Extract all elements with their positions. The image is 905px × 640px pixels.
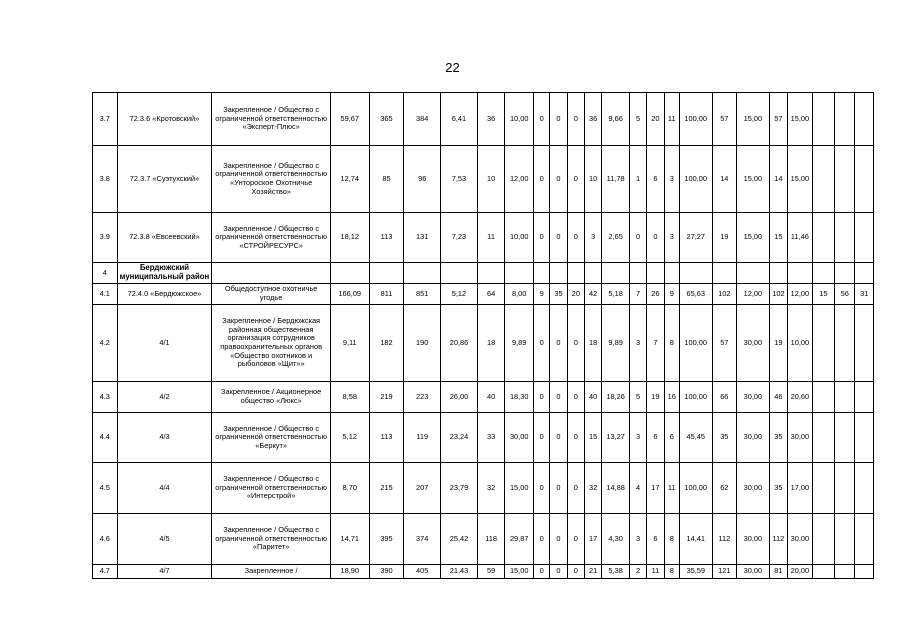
table-cell: 851 (404, 284, 441, 305)
table-cell: 6,41 (441, 93, 478, 146)
table-cell: 0 (533, 565, 549, 579)
table-cell (835, 146, 855, 213)
table-cell: 9 (533, 284, 549, 305)
table-cell: 8,58 (330, 382, 369, 413)
table-cell (855, 565, 874, 579)
table-cell (602, 263, 630, 284)
table-cell: 223 (404, 382, 441, 413)
table-cell: 23,24 (441, 413, 478, 463)
table-cell: 57 (712, 93, 737, 146)
table-cell (835, 93, 855, 146)
table-cell: 365 (369, 93, 404, 146)
table-cell: 0 (629, 213, 646, 263)
table-cell: 0 (550, 413, 567, 463)
table-cell: 35 (769, 413, 787, 463)
table-cell: 4.5 (93, 463, 118, 514)
table-cell: 0 (550, 463, 567, 514)
table-cell: 12,00 (788, 284, 813, 305)
table-cell: 7,53 (441, 146, 478, 213)
hunting-grounds-table (92, 92, 874, 579)
table-cell: Общедоступное охотничье угодье (212, 284, 330, 305)
table-cell: 25,42 (441, 514, 478, 565)
table-cell: 57 (769, 93, 787, 146)
table-cell: 811 (369, 284, 404, 305)
table-cell: 0 (567, 382, 584, 413)
table-cell: 21,43 (441, 565, 478, 579)
table-cell: 15 (812, 284, 834, 305)
table-cell: 0 (550, 565, 567, 579)
table-cell: 8,00 (505, 284, 534, 305)
table-cell: Закрепленное / Общество с ограниченной ответственностью «Унтороское Охотничье Хозяйство» (212, 146, 330, 213)
table-cell: 5,18 (602, 284, 630, 305)
page-number: 22 (445, 60, 460, 75)
table-cell (812, 305, 834, 382)
table-cell: Закрепленное / Общество с ограниченной ответственностью «Эксперт-Плюс» (212, 93, 330, 146)
table-cell: 15,00 (737, 93, 770, 146)
table-cell: 3 (585, 213, 602, 263)
table-cell: 14,41 (679, 514, 712, 565)
table-cell: 0 (533, 146, 549, 213)
table-cell: 30,00 (788, 413, 813, 463)
table-cell (585, 263, 602, 284)
table-cell: 4/7 (117, 565, 212, 579)
table-cell: 166,09 (330, 284, 369, 305)
table-cell: 100,00 (679, 463, 712, 514)
table-cell (812, 514, 834, 565)
table-cell: 100,00 (679, 305, 712, 382)
table-cell: 0 (533, 305, 549, 382)
table-cell: 395 (369, 514, 404, 565)
table-cell: 131 (404, 213, 441, 263)
table-cell: 11 (477, 213, 505, 263)
table-cell: 118 (477, 514, 505, 565)
table-cell (855, 146, 874, 213)
table-cell: 17 (647, 463, 664, 514)
table-cell: 13,27 (602, 413, 630, 463)
table-cell (855, 463, 874, 514)
table-cell: 57 (712, 305, 737, 382)
table-cell: 207 (404, 463, 441, 514)
table-cell: 18 (477, 305, 505, 382)
table-cell (835, 463, 855, 514)
table-cell (647, 263, 664, 284)
table-cell: 0 (533, 463, 549, 514)
table-cell: 23,79 (441, 463, 478, 514)
table-cell: 0 (533, 514, 549, 565)
table-cell: 65,63 (679, 284, 712, 305)
table-cell: 62 (712, 463, 737, 514)
table-cell: 9,89 (602, 305, 630, 382)
table-cell: 32 (585, 463, 602, 514)
table-cell (812, 263, 834, 284)
table-cell (812, 382, 834, 413)
table-cell (812, 565, 834, 579)
table-cell: 20,60 (788, 382, 813, 413)
table-cell: 15,00 (505, 565, 534, 579)
table-cell: 66 (712, 382, 737, 413)
table-cell: 0 (533, 413, 549, 463)
table-cell: 0 (550, 514, 567, 565)
table-cell: 6 (647, 514, 664, 565)
table-row (93, 263, 874, 284)
table-cell: 10,00 (788, 305, 813, 382)
table-cell: 35,59 (679, 565, 712, 579)
table-cell: 26 (647, 284, 664, 305)
table-cell: 384 (404, 93, 441, 146)
table-cell: 30,00 (737, 514, 770, 565)
table-cell: 0 (567, 463, 584, 514)
table-cell: 40 (477, 382, 505, 413)
table-cell: 6 (647, 146, 664, 213)
table-cell (855, 213, 874, 263)
table-cell: 4.3 (93, 382, 118, 413)
table-cell: 0 (550, 93, 567, 146)
table-row (93, 463, 874, 514)
table-cell: 85 (369, 146, 404, 213)
table-cell (369, 263, 404, 284)
table-cell: 0 (567, 305, 584, 382)
table-cell: 30,00 (737, 413, 770, 463)
table-cell (835, 565, 855, 579)
table-cell: 215 (369, 463, 404, 514)
table-cell (812, 93, 834, 146)
table-cell: 36 (477, 93, 505, 146)
table-cell (629, 263, 646, 284)
table-cell: 0 (550, 305, 567, 382)
table-cell: 35 (712, 413, 737, 463)
table-cell (737, 263, 770, 284)
table-cell: 4/1 (117, 305, 212, 382)
table-cell: 35 (550, 284, 567, 305)
table-cell: 2 (629, 565, 646, 579)
table-cell: 12,00 (505, 146, 534, 213)
table-cell: 0 (567, 514, 584, 565)
table-cell: 219 (369, 382, 404, 413)
table-cell: 30,00 (737, 463, 770, 514)
table-cell (567, 263, 584, 284)
table-cell (812, 463, 834, 514)
table-cell: 0 (550, 382, 567, 413)
table-cell: 3.8 (93, 146, 118, 213)
table-cell: 100,00 (679, 146, 712, 213)
table-cell: 17 (585, 514, 602, 565)
table-cell: 30,00 (788, 514, 813, 565)
table-cell: 4/5 (117, 514, 212, 565)
table-cell: 4/3 (117, 413, 212, 463)
table-cell: 20,86 (441, 305, 478, 382)
table-cell: 21 (585, 565, 602, 579)
table-cell: 30,00 (737, 565, 770, 579)
table-cell: 1 (629, 146, 646, 213)
table-cell: 15,00 (737, 146, 770, 213)
table-cell: 100,00 (679, 93, 712, 146)
table-cell (855, 413, 874, 463)
table-cell: 4/2 (117, 382, 212, 413)
table-cell: 59,67 (330, 93, 369, 146)
table-cell: 4.4 (93, 413, 118, 463)
table-cell: 9,11 (330, 305, 369, 382)
table-cell: Закрепленное / Бердюжская районная общественная организация сотрудников правоохранительных органов «Общество охотников и рыболовов «Щит»» (212, 305, 330, 382)
table-cell: Закрепленное / Общество с ограниченной ответственностью «Интерстрой» (212, 463, 330, 514)
table-row (93, 413, 874, 463)
table-cell (835, 514, 855, 565)
table-cell: 15 (585, 413, 602, 463)
table-cell: 11 (647, 565, 664, 579)
table-cell: 3.7 (93, 93, 118, 146)
table-cell: 10 (585, 146, 602, 213)
table-cell: 18,12 (330, 213, 369, 263)
table-cell: 14 (769, 146, 787, 213)
table-cell: 29,87 (505, 514, 534, 565)
table-cell: 5,38 (602, 565, 630, 579)
table-cell: Закрепленное / Общество с ограниченной ответственностью «Паритет» (212, 514, 330, 565)
table-row (93, 514, 874, 565)
table-row (93, 284, 874, 305)
table-cell: 0 (567, 146, 584, 213)
table-cell: 0 (533, 93, 549, 146)
table-cell: 59 (477, 565, 505, 579)
table-cell: 40 (585, 382, 602, 413)
table-cell: 72.4.0 «Бердюжское» (117, 284, 212, 305)
table-cell: 182 (369, 305, 404, 382)
table-cell: 72.3.6 «Кротовский» (117, 93, 212, 146)
district-heading: Бердюжский муниципальный район (117, 263, 212, 284)
table-cell: 27,27 (679, 213, 712, 263)
table-cell: 9,89 (505, 305, 534, 382)
table-cell: 14 (712, 146, 737, 213)
table-cell: 3.9 (93, 213, 118, 263)
table-row (93, 382, 874, 413)
table-cell: 4,30 (602, 514, 630, 565)
table-cell: 4.7 (93, 565, 118, 579)
table-cell: 10,00 (505, 93, 534, 146)
table-cell: 15,00 (788, 93, 813, 146)
table-cell: 32 (477, 463, 505, 514)
table-cell: 17,00 (788, 463, 813, 514)
table-cell: 10,00 (505, 213, 534, 263)
table-cell: 11 (664, 463, 679, 514)
table-cell (855, 263, 874, 284)
table-cell: 15,00 (737, 213, 770, 263)
table-cell: 45,45 (679, 413, 712, 463)
table-cell: 5 (629, 93, 646, 146)
table-cell: 112 (712, 514, 737, 565)
table-cell (769, 263, 787, 284)
table-cell (855, 514, 874, 565)
table-cell: 374 (404, 514, 441, 565)
table-cell: 0 (533, 382, 549, 413)
table-cell (835, 305, 855, 382)
table-cell: 18,30 (505, 382, 534, 413)
table-row (93, 146, 874, 213)
table-cell (212, 263, 330, 284)
table-cell: 15,00 (505, 463, 534, 514)
table-cell: 0 (647, 213, 664, 263)
table-cell: 4 (629, 463, 646, 514)
table-cell: 190 (404, 305, 441, 382)
table-cell: 14,88 (602, 463, 630, 514)
table-cell: 33 (477, 413, 505, 463)
table-row (93, 565, 874, 579)
table-cell: 112 (769, 514, 787, 565)
table-cell: 0 (550, 213, 567, 263)
table-cell: 4.6 (93, 514, 118, 565)
table-cell (788, 263, 813, 284)
table-cell: 4/4 (117, 463, 212, 514)
table-cell: Закрепленное / Акционерное общество «Люкс» (212, 382, 330, 413)
table-cell: 6 (647, 413, 664, 463)
table-cell: 30,00 (737, 382, 770, 413)
table-cell: 18,90 (330, 565, 369, 579)
table-cell: 5,12 (330, 413, 369, 463)
table-cell: 113 (369, 413, 404, 463)
table-cell: 0 (550, 146, 567, 213)
table-row (93, 305, 874, 382)
table-cell: 64 (477, 284, 505, 305)
table-cell: Закрепленное / (212, 565, 330, 579)
table-cell: 0 (567, 413, 584, 463)
table-cell: 3 (629, 514, 646, 565)
table-cell (550, 263, 567, 284)
table-cell (505, 263, 534, 284)
table-cell (855, 305, 874, 382)
table-cell: 4 (93, 263, 118, 284)
table-cell: 9 (664, 284, 679, 305)
table-cell: 102 (769, 284, 787, 305)
table-cell: 10 (477, 146, 505, 213)
table-cell: 0 (533, 213, 549, 263)
table-cell: 3 (629, 413, 646, 463)
table-cell: 14,71 (330, 514, 369, 565)
table-cell: 390 (369, 565, 404, 579)
table-cell: 19 (769, 305, 787, 382)
table-cell: 20 (567, 284, 584, 305)
table-cell: 16 (664, 382, 679, 413)
table-cell: 11,46 (788, 213, 813, 263)
table-cell: 20 (647, 93, 664, 146)
table-cell: 11 (664, 93, 679, 146)
table-cell: 72.3.8 «Евсеевский» (117, 213, 212, 263)
table-cell (404, 263, 441, 284)
table-cell (855, 382, 874, 413)
table-cell: 8 (664, 305, 679, 382)
table-cell: 15 (769, 213, 787, 263)
table-cell: 5,12 (441, 284, 478, 305)
table-cell: 7 (629, 284, 646, 305)
table-cell: 19 (712, 213, 737, 263)
table-cell: 4.2 (93, 305, 118, 382)
table-cell: 46 (769, 382, 787, 413)
table-cell (477, 263, 505, 284)
table-cell: 12,74 (330, 146, 369, 213)
table-cell: 72.3.7 «Суэтухский» (117, 146, 212, 213)
table-cell: 6 (664, 413, 679, 463)
table-cell: 18,26 (602, 382, 630, 413)
table-row (93, 213, 874, 263)
table-cell: 3 (664, 146, 679, 213)
table-cell: 18 (585, 305, 602, 382)
table-cell: 2,65 (602, 213, 630, 263)
table-cell: 19 (647, 382, 664, 413)
table-cell: 3 (664, 213, 679, 263)
table-cell (812, 146, 834, 213)
table-cell (712, 263, 737, 284)
table-cell: 35 (769, 463, 787, 514)
table-cell (664, 263, 679, 284)
table-cell: 11,78 (602, 146, 630, 213)
table-cell: Закрепленное / Общество с ограниченной ответственностью «Беркут» (212, 413, 330, 463)
table-cell: Закрепленное / Общество с ограниченной ответственностью «СТРОЙРЕСУРС» (212, 213, 330, 263)
table-cell: 20,00 (788, 565, 813, 579)
table-cell: 102 (712, 284, 737, 305)
table-cell (330, 263, 369, 284)
table-cell (533, 263, 549, 284)
table-cell: 8 (664, 514, 679, 565)
table-cell (835, 263, 855, 284)
table-cell: 113 (369, 213, 404, 263)
table-cell: 15,00 (788, 146, 813, 213)
table-cell (835, 213, 855, 263)
table-cell: 8,70 (330, 463, 369, 514)
table-cell: 26,00 (441, 382, 478, 413)
table-cell: 12,00 (737, 284, 770, 305)
table-cell: 119 (404, 413, 441, 463)
table-row (93, 93, 874, 146)
table-cell (812, 213, 834, 263)
table-cell: 42 (585, 284, 602, 305)
table-cell: 405 (404, 565, 441, 579)
table-cell: 30,00 (737, 305, 770, 382)
table-cell: 0 (567, 93, 584, 146)
table-cell: 0 (567, 213, 584, 263)
table-cell (812, 413, 834, 463)
table-cell: 81 (769, 565, 787, 579)
table-cell: 31 (855, 284, 874, 305)
table-cell: 4.1 (93, 284, 118, 305)
table-cell: 96 (404, 146, 441, 213)
table-cell: 8 (664, 565, 679, 579)
table-cell (679, 263, 712, 284)
table-cell: 121 (712, 565, 737, 579)
table-cell: 9,66 (602, 93, 630, 146)
table-cell: 30,00 (505, 413, 534, 463)
table-cell: 56 (835, 284, 855, 305)
table-cell: 7 (647, 305, 664, 382)
table-cell: 36 (585, 93, 602, 146)
table-cell (441, 263, 478, 284)
table-cell: 5 (629, 382, 646, 413)
table-cell: 100,00 (679, 382, 712, 413)
table-cell (835, 382, 855, 413)
table-cell: 0 (567, 565, 584, 579)
table-cell (835, 413, 855, 463)
table-cell: 3 (629, 305, 646, 382)
table-cell: 7,23 (441, 213, 478, 263)
table-cell (855, 93, 874, 146)
